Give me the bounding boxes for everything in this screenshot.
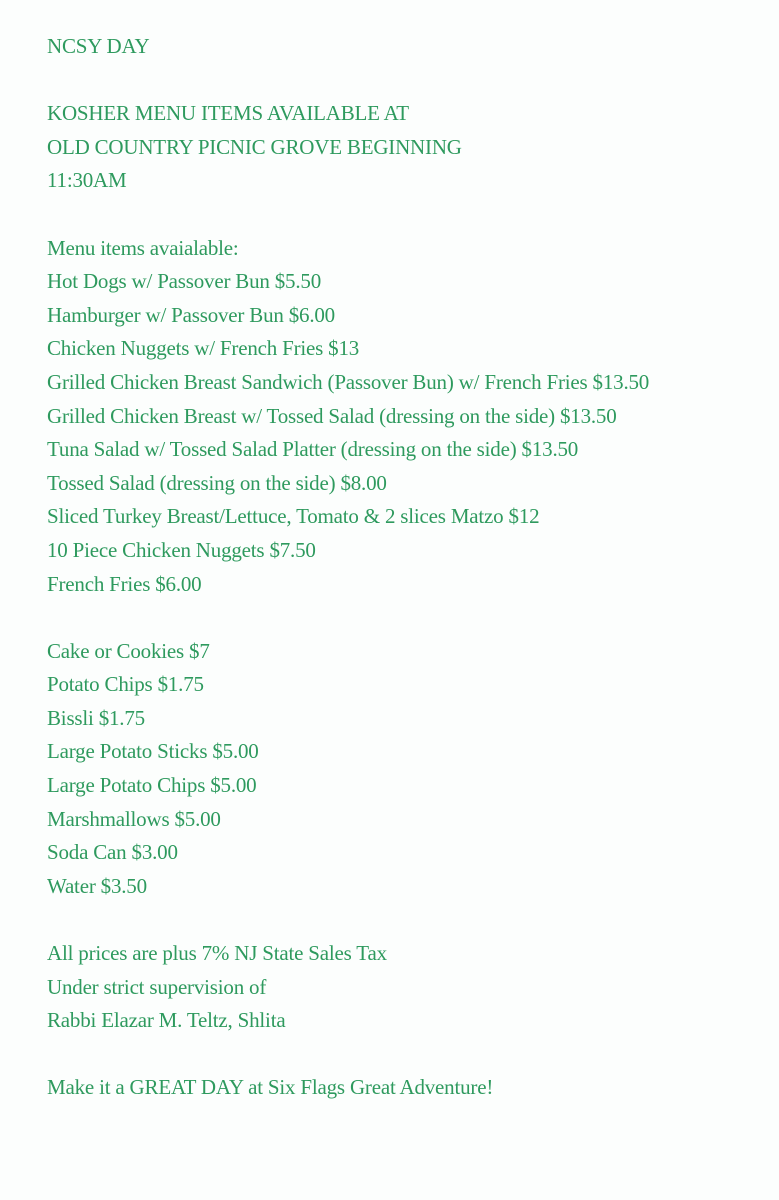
snack-item: Water $3.50 — [47, 873, 147, 898]
spacer — [47, 1038, 767, 1072]
snack-item: Bissli $1.75 — [47, 705, 145, 730]
snack-item: Large Potato Chips $5.00 — [47, 773, 257, 798]
spacer — [47, 64, 767, 98]
menu-heading: Menu items avaialable: — [47, 235, 239, 260]
menu-item: 10 Piece Chicken Nuggets $7.50 — [47, 537, 316, 562]
snack-item: Potato Chips $1.75 — [47, 672, 204, 697]
closing-line: Make it a GREAT DAY at Six Flags Great Adventure! — [47, 1075, 494, 1100]
snack-item: Marshmallows $5.00 — [47, 806, 221, 831]
document-title: NCSY DAY — [47, 34, 150, 58]
intro-line: 11:30AM — [47, 168, 127, 193]
note-line: Rabbi Elazar M. Teltz, Shlita — [47, 1008, 286, 1033]
menu-item: Sliced Turkey Breast/Lettuce, Tomato & 2 slices Matzo $12 — [47, 504, 540, 529]
snack-item: Cake or Cookies $7 — [47, 638, 210, 663]
menu-item: Hot Dogs w/ Passover Bun $5.50 — [47, 269, 322, 294]
intro-line: KOSHER MENU ITEMS AVAILABLE AT — [47, 101, 409, 126]
spacer — [47, 903, 767, 937]
menu-item: Tossed Salad (dressing on the side) $8.00 — [47, 470, 387, 495]
spacer — [47, 198, 767, 232]
snack-item: Soda Can $3.00 — [47, 840, 178, 865]
note-line: Under strict supervision of — [47, 974, 267, 999]
menu-text-block — [47, 30, 767, 1105]
menu-item: Chicken Nuggets w/ French Fries $13 — [47, 336, 360, 361]
spacer — [47, 601, 767, 635]
snack-item: Large Potato Sticks $5.00 — [47, 739, 259, 764]
menu-item: Grilled Chicken Breast w/ Tossed Salad (dressing on the side) $13.50 — [47, 403, 617, 428]
intro-line: OLD COUNTRY PICNIC GROVE BEGINNING — [47, 134, 462, 159]
menu-item: French Fries $6.00 — [47, 571, 202, 596]
note-line: All prices are plus 7% NJ State Sales Tax — [47, 941, 387, 966]
menu-item: Grilled Chicken Breast Sandwich (Passover Bun) w/ French Fries $13.50 — [47, 369, 650, 394]
menu-item: Tuna Salad w/ Tossed Salad Platter (dressing on the side) $13.50 — [47, 437, 579, 462]
menu-item: Hamburger w/ Passover Bun $6.00 — [47, 302, 335, 327]
